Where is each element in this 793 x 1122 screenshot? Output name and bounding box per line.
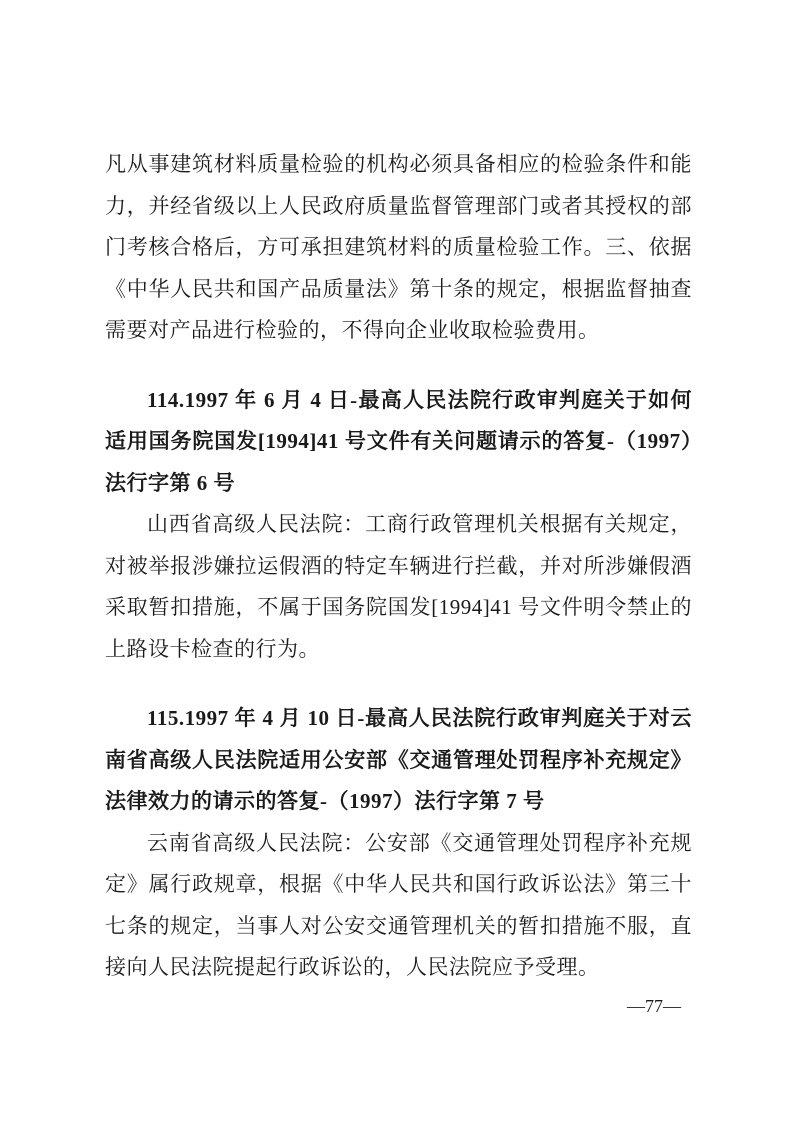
page-number: —77— xyxy=(627,996,681,1016)
entry-115-body: 云南省高级人民法院：公安部《交通管理处罚程序补充规定》属行政规章，根据《中华人民共和国行政诉讼法》第三十七条的规定，当事人对公安交通管理机关的暂扣措施不服，直接向人民法院提起行政诉讼的，人民法院应予受理。 xyxy=(105,830,692,979)
page-content xyxy=(105,144,692,989)
entry-114-heading: 114.1997 年 6 月 4 日-最高人民法院行政审判庭关于如何适用国务院国发[1994]41 号文件有关问题请示的答复-（1997）法行字第 6 号 xyxy=(105,387,692,495)
entry-115-heading: 115.1997 年 4 月 10 日-最高人民法院行政审判庭关于对云南省高级人民法院适用公安部《交通管理处罚程序补充规定》法律效力的请示的答复-（1997）法行字第 7 号 xyxy=(105,706,692,813)
continuation-paragraph: 凡从事建筑材料质量检验的机构必须具备相应的检验条件和能力，并经省级以上人民政府质量监督管理部门或者其授权的部门考核合格后，方可承担建筑材料的质量检验工作。三、依据《中华人民共和国产品质量法》第十条的规定，根据监督抽查需要对产品进行检验的，不得向企业收取检验费用。 xyxy=(105,152,692,342)
entry-114-body: 山西省高级人民法院：工商行政管理机关根据有关规定，对被举报涉嫌拉运假酒的特定车辆进行拦截，并对所涉嫌假酒采取暂扣措施，不属于国务院国发[1994]41 号文件明令禁止的上路设卡检查的行为。 xyxy=(105,512,692,661)
